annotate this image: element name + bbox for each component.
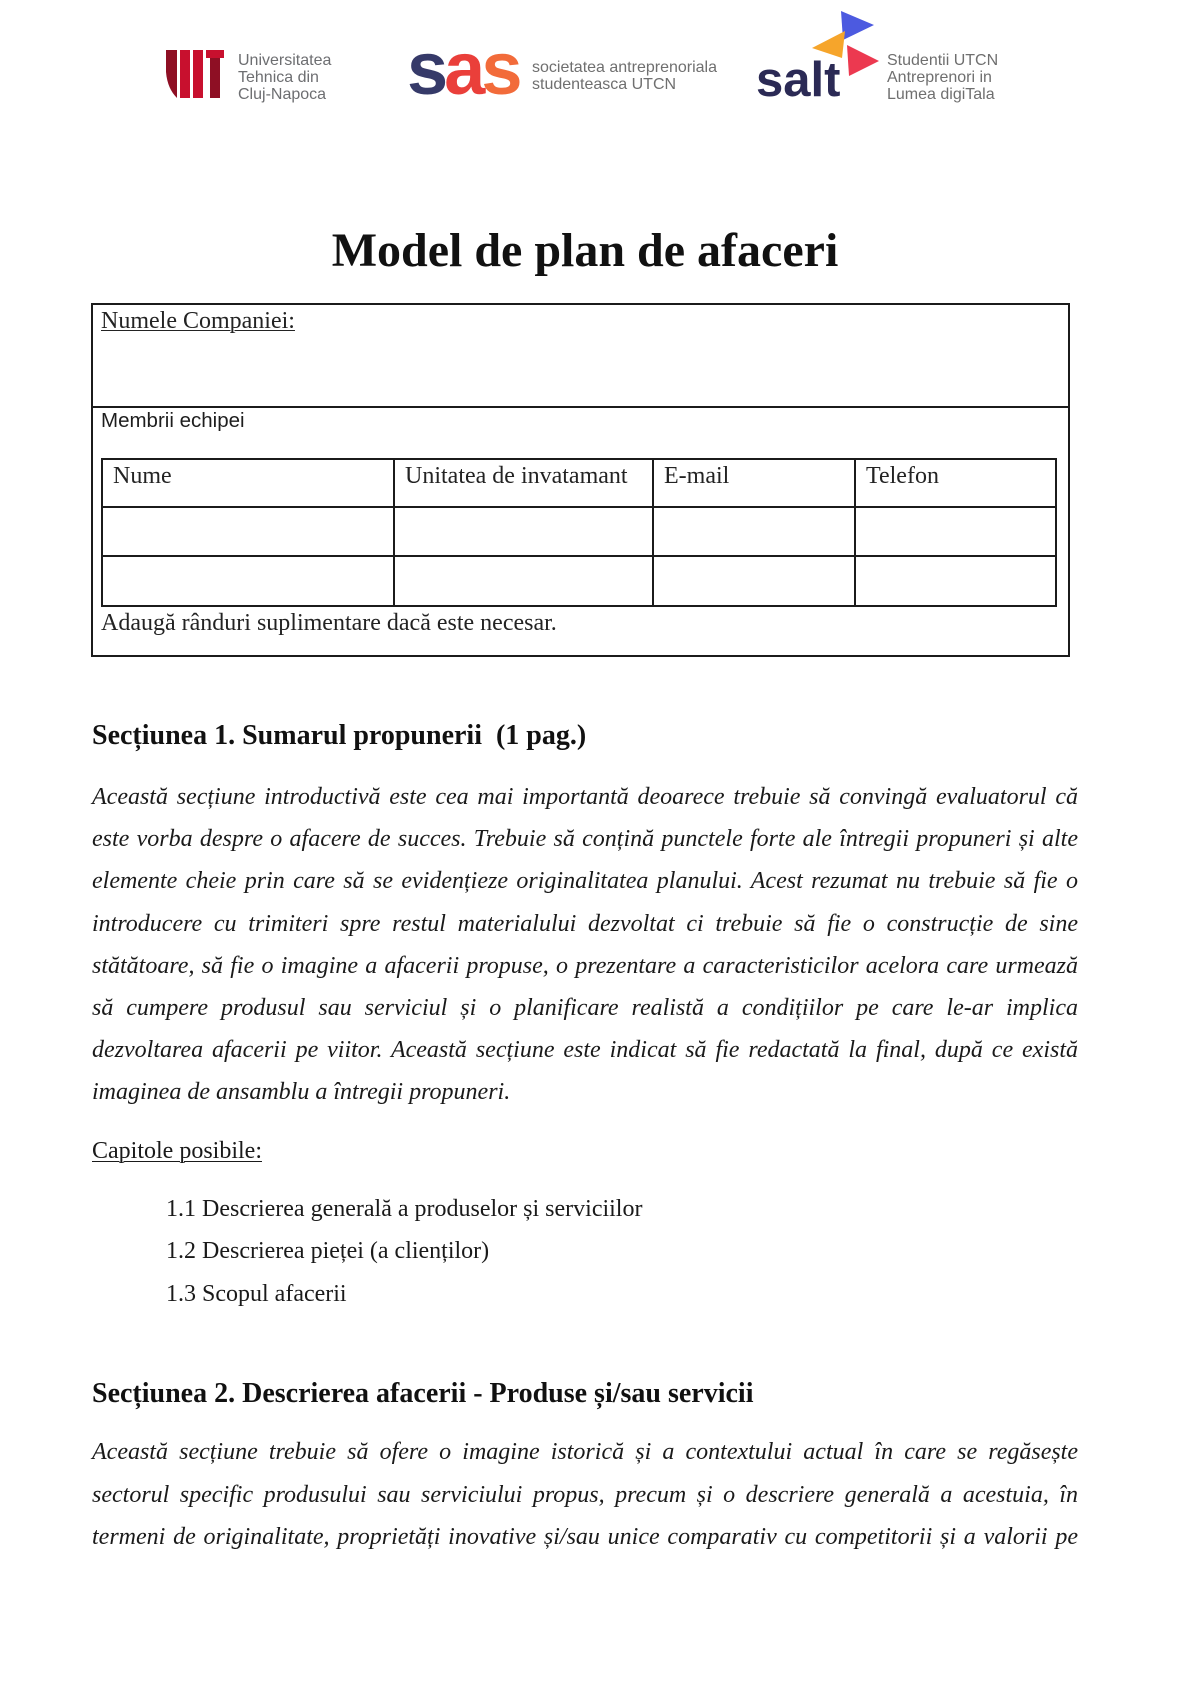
utcn-logo-text <box>238 52 331 103</box>
team-table-cell <box>856 508 1055 557</box>
salt-blue-triangle-icon <box>841 11 874 40</box>
svg-text:sas <box>407 38 522 102</box>
sas-logo-text <box>532 59 717 93</box>
section-paragraph <box>92 1431 1078 1559</box>
salt-wordmark: salt <box>756 53 841 106</box>
team-table-header-phone: Telefon <box>856 460 1055 508</box>
team-table-cell <box>654 557 856 605</box>
paragraph-line: sectorul specific produsului sau serviciului propus, precum și o descriere generală a acestuia, în <box>92 1481 1078 1508</box>
team-table-cell <box>103 557 395 605</box>
possible-chapters-label: Capitole posibile: <box>92 1138 262 1164</box>
sas-tagline-line: societatea antreprenoriala <box>532 59 718 76</box>
paragraph-line: stătătoare, să fie o imagine a afacerii propuse, o prezentare a caracteristicilor acelora care urmează <box>92 952 1078 979</box>
paragraph-line: este vorba despre o afacere de succes. Trebuie să conțină punctele forte ale întregii propuneri și alte <box>92 826 1078 853</box>
section-paragraph <box>92 776 1078 1114</box>
document-title: Model de plan de afaceri <box>331 224 839 277</box>
paragraph-line: termeni de originalitate, proprietăți inovative și/sau unice comparativ cu competitorii și a valorii pe <box>92 1524 1078 1550</box>
utcn-emblem-icon <box>164 46 226 102</box>
paragraph-line: elemente cheie prin care să se evidențieze originalitatea planului. Acest rezumat nu trebuie să fie o <box>92 868 1078 895</box>
team-table-header-email: E-mail <box>654 460 856 508</box>
sas-letter: s <box>481 38 523 102</box>
sas-wordmark-logo <box>405 38 535 102</box>
company-name-label: Numele Companiei: <box>101 308 295 334</box>
paragraph-line: Această secțiune introductivă este cea mai importantă deoarece trebuie să convingă evaluatorul că <box>92 784 1078 810</box>
team-table-cell <box>103 508 395 557</box>
team-table-header-name: Nume <box>103 460 395 508</box>
paragraph-line: dezvoltarea afacerii pe viitor. Această secțiune este indicat să fie redactată la final, după ce există <box>92 1037 1078 1064</box>
section-heading: Secțiunea 1. Sumarul propunerii (1 pag.) <box>92 720 587 751</box>
salt-tagline-line: Studentii UTCN <box>887 52 999 69</box>
paragraph-line: imaginea de ansamblu a întregii propuneri. <box>92 1079 511 1106</box>
sas-tagline-line: studenteasca UTCN <box>532 76 677 93</box>
paragraph-line: introducere cu trimiteri spre restul materialului dezvoltat ci trebuie să fie o construcție de sine <box>92 910 1078 937</box>
salt-tagline-line: Lumea digiTala <box>887 86 995 103</box>
team-table-cell <box>654 508 856 557</box>
section-heading: Secțiunea 2. Descrierea afacerii - Produse și/sau servicii <box>92 1378 754 1409</box>
team-members-table <box>101 458 1057 607</box>
row-divider <box>93 406 1068 408</box>
team-table-cell <box>395 557 654 605</box>
sas-letter: s <box>407 38 449 102</box>
utcn-name-line: Universitatea <box>238 52 332 69</box>
list-item: 1.3 Scopul afacerii <box>166 1280 347 1307</box>
team-table-header-school: Unitatea de invatamant <box>395 460 654 508</box>
utcn-name-line: Tehnica din <box>238 69 319 86</box>
salt-logo-text <box>887 52 998 103</box>
team-table-cell <box>856 557 1055 605</box>
list-item: 1.1 Descrierea generală a produselor și serviciilor <box>166 1196 643 1222</box>
team-members-label: Membrii echipei <box>101 409 245 432</box>
sas-letter: a <box>444 38 486 102</box>
paragraph-line: Această secțiune trebuie să ofere o imagine istorică și a contextului actual în care se regăsește <box>92 1439 1078 1465</box>
paragraph-line: să cumpere produsul sau serviciul și o planificare realistă a condițiilor pe care le-ar implica <box>92 994 1078 1021</box>
utcn-name-line: Cluj-Napoca <box>238 86 327 103</box>
team-table-cell <box>395 508 654 557</box>
list-item: 1.2 Descrierea pieței (a clienților) <box>166 1238 490 1265</box>
salt-tagline-line: Antreprenori in <box>887 69 992 86</box>
add-rows-note: Adaugă rânduri suplimentare dacă este necesar. <box>101 610 557 636</box>
chapters-list <box>166 1188 642 1315</box>
salt-logo <box>752 6 884 106</box>
company-info-box <box>91 303 1070 657</box>
salt-red-triangle-icon <box>847 45 879 76</box>
